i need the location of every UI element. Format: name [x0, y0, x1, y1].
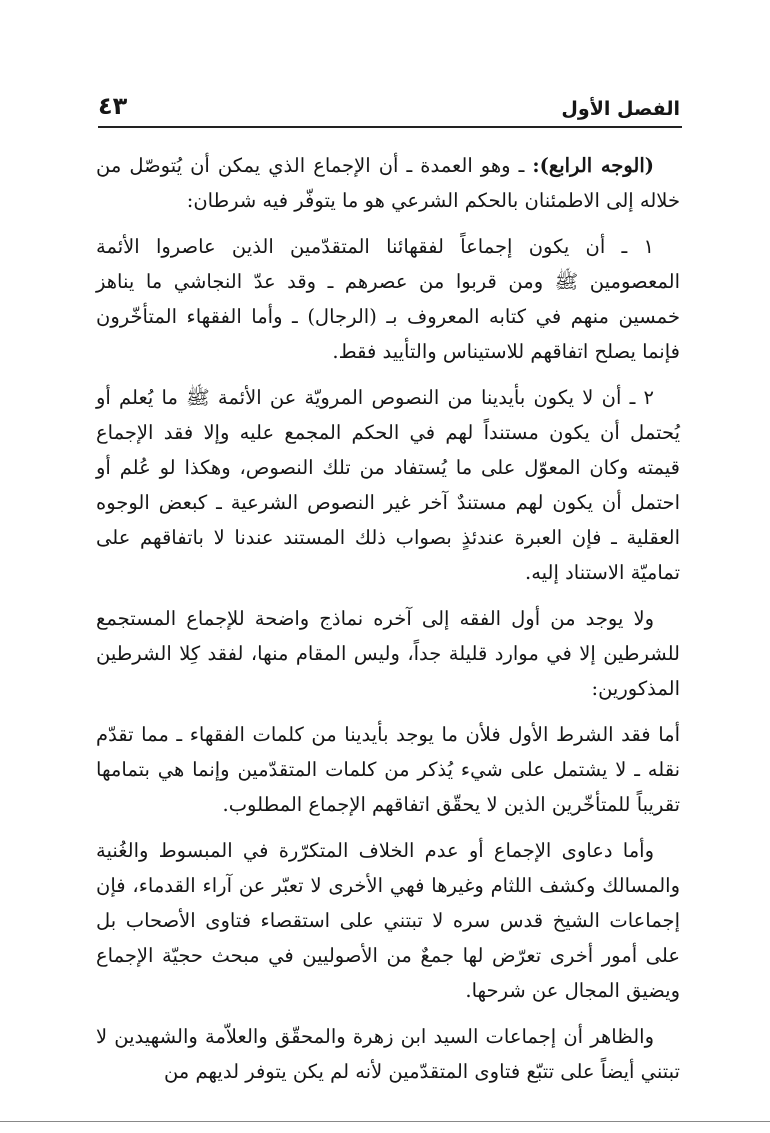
- paragraph-condition-one: ١ ـ أن يكون إجماعاً لفقهائنا المتقدّمين الذين عاصروا الأئمة المعصومين ﷺ ومن قربوا من عصرهم ـ وقد عدّ النجاشي ما يناهز خمسين منهم في كتابه المعروف بـ (الرجال) ـ وأما الفقهاء المتأخّرون فإنما يصلح اتفاقهم للاستيناس والتأييد فقط.: [96, 235, 680, 363]
- page-header: [98, 80, 680, 120]
- chapter-title: الفصل الأول: [561, 98, 680, 120]
- paragraph-no-examples: ولا يوجد من أول الفقه إلى آخره نماذج واضحة للإجماع المستجمع للشرطين إلا في موارد قليلة جداً، وليس المقام منها، لفقد كِلا الشرطين المذكورين:: [96, 607, 680, 700]
- paragraph-lead: (الوجه الرابع):: [532, 154, 654, 177]
- paragraph-consensus-claims: وأما دعاوى الإجماع أو عدم الخلاف المتكرّرة في المبسوط والغُنية والمسالك وكشف اللثام وغيرها فهي الأخرى لا تعبّر عن آراء القدماء، فإن إجماعات الشيخ قدس سره لا تبتني على استقصاء فتاوى الأصحاب بل على أمور أخرى تعرّض لها جمعٌ من الأصوليين في مبحث حجيّة الإجماع ويضيق المجال عن شرحها.: [96, 839, 680, 1002]
- body-text: [96, 148, 680, 1100]
- paragraph-fourth-aspect: [96, 148, 680, 218]
- bottom-divider: [0, 1121, 770, 1122]
- page-number: ٤٣: [98, 92, 128, 120]
- paragraph-apparent: والظاهر أن إجماعات السيد ابن زهرة والمحقّق والعلاّمة والشهيدين لا تبتني أيضاً على تتبّع فتاوى المتقدّمين لأنه لم يكن يتوفر لديهم من: [96, 1025, 680, 1083]
- header-divider: [98, 126, 682, 128]
- paragraph-condition-two: ٢ ـ أن لا يكون بأيدينا من النصوص المرويّة عن الأئمة ﷺ ما يُعلم أو يُحتمل أن يكون مستنداً لهم في الحكم المجمع عليه وإلا فقد الإجماع قيمته وكان المعوّل على ما يُستفاد من تلك النصوص، وهكذا لو عُلم أو احتمل أن يكون لهم مستندٌ آخر غير النصوص الشرعية ـ كبعض الوجوه العقلية ـ فإن العبرة عندئذٍ بصواب ذلك المستند عندنا لا باتفاقهم على تماميّة الاستناد إليه.: [96, 386, 680, 584]
- paragraph-text: ـ وهو العمدة ـ أن الإجماع الذي يمكن أن يُتوصّل من خلاله إلى الاطمئنان بالحكم الشرعي هو ما يتوفّر فيه شرطان:: [96, 154, 680, 212]
- paragraph-first-condition-lost: أما فقد الشرط الأول فلأن ما يوجد بأيدينا من كلمات الفقهاء ـ مما تقدّم نقله ـ لا يشتمل على شيء يُذكر من كلمات المتقدّمين وإنما هي بتمامها تقريباً للمتأخّرين الذين لا يحقّق اتفاقهم الإجماع المطلوب.: [96, 723, 680, 816]
